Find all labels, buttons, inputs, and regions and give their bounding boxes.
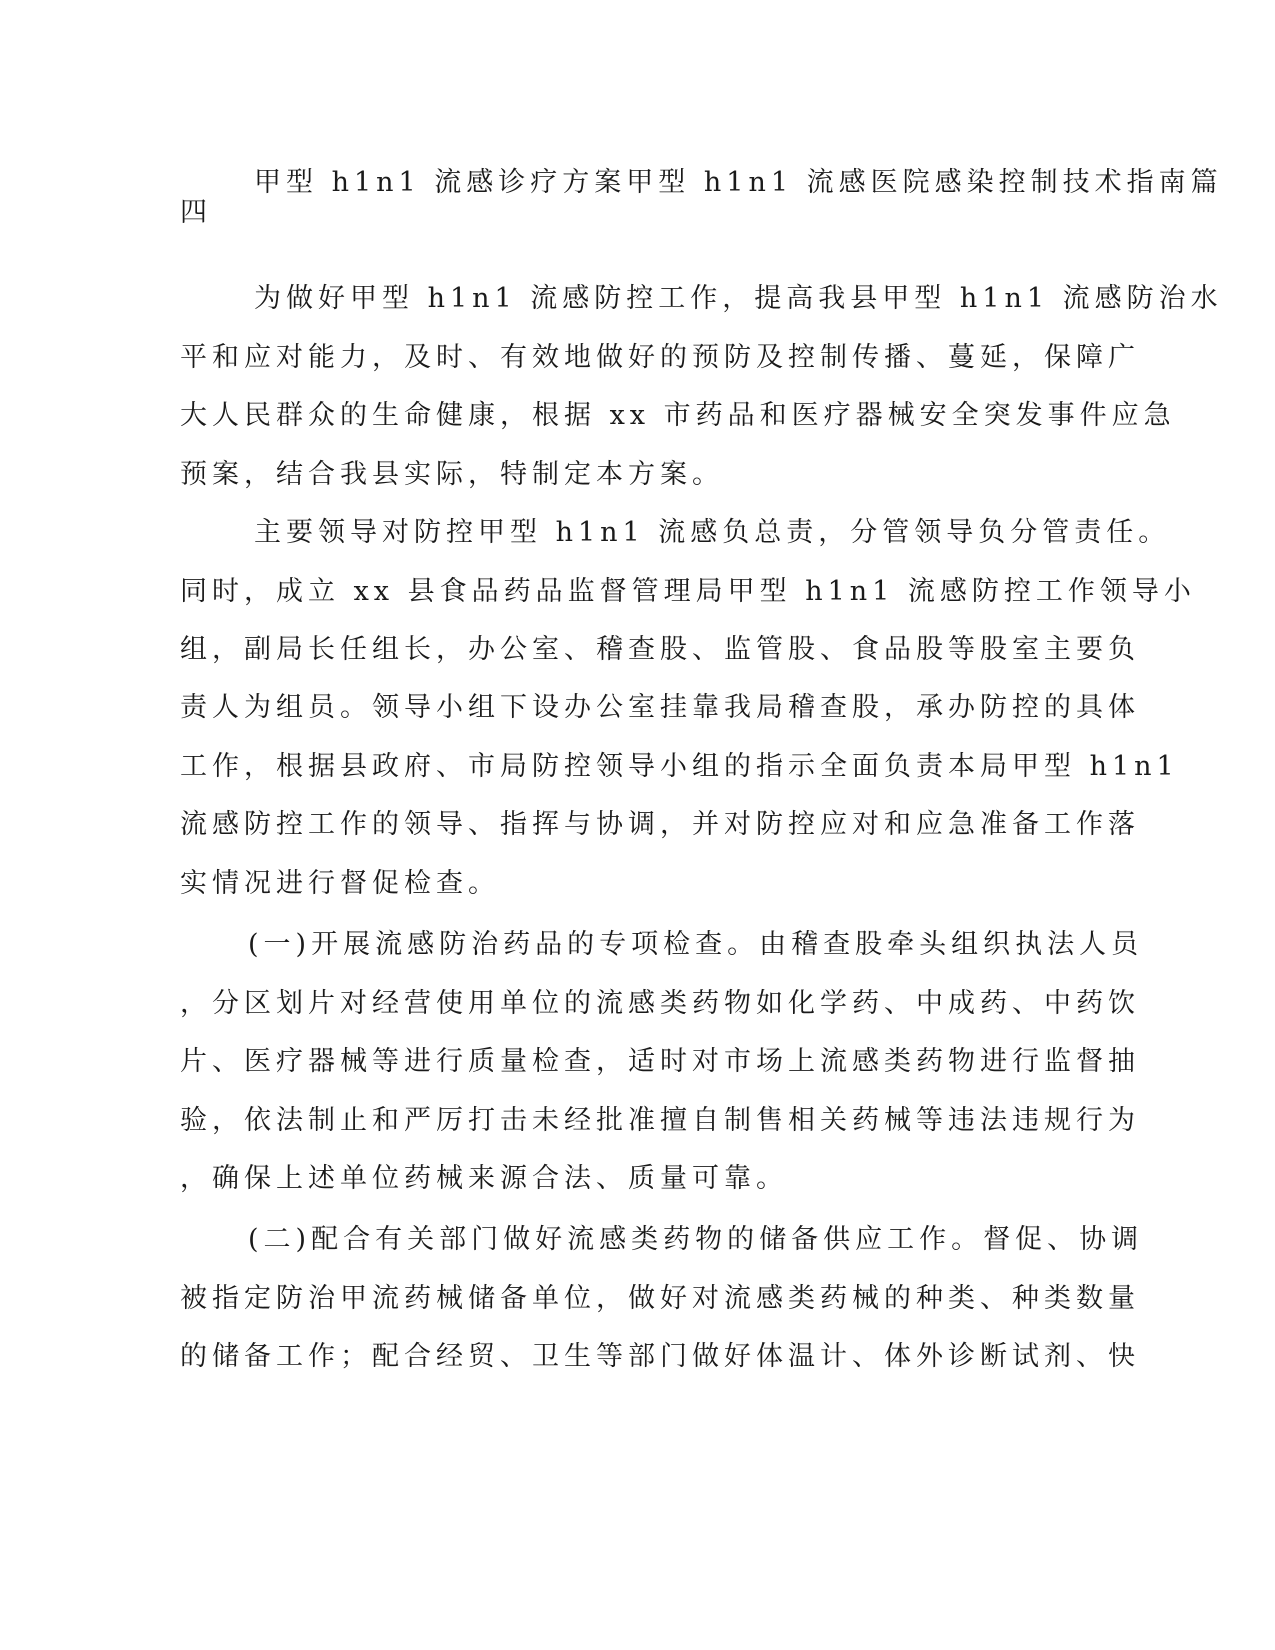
- paragraph-line: ，分区划片对经营使用单位的流感类药物如化学药、中成药、中药饮: [180, 988, 1140, 1019]
- title-line-2: 四: [180, 197, 212, 228]
- paragraph-line: 预案，结合我县实际，特制定本方案。: [180, 459, 724, 490]
- paragraph-line: 平和应对能力，及时、有效地做好的预防及控制传播、蔓延，保障广: [180, 342, 1140, 373]
- paragraph-line: 的储备工作；配合经贸、卫生等部门做好体温计、体外诊断试剂、快: [180, 1341, 1140, 1372]
- paragraph-line: 片、医疗器械等进行质量检查，适时对市场上流感类药物进行监督抽: [180, 1046, 1140, 1077]
- paragraph-line: 实情况进行督促检查。: [180, 868, 500, 899]
- paragraph-line: 主要领导对防控甲型 h1n1 流感负总责，分管领导负分管责任。: [254, 517, 1171, 548]
- paragraph-line: 大人民群众的生命健康，根据 xx 市药品和医疗器械安全突发事件应急: [180, 400, 1176, 431]
- paragraph-line: (二)配合有关部门做好流感类药物的储备供应工作。督促、协调: [248, 1224, 1144, 1255]
- paragraph-line: 流感防控工作的领导、指挥与协调，并对防控应对和应急准备工作落: [180, 809, 1140, 840]
- paragraph-line: 为做好甲型 h1n1 流感防控工作，提高我县甲型 h1n1 流感防治水: [254, 283, 1223, 314]
- paragraph-line: (一)开展流感防治药品的专项检查。由稽查股牵头组织执法人员: [248, 929, 1144, 960]
- paragraph-line: 验，依法制止和严厉打击未经批准擅自制售相关药械等违法违规行为: [180, 1105, 1140, 1136]
- paragraph-line: 责人为组员。领导小组下设办公室挂靠我局稽查股，承办防控的具体: [180, 692, 1140, 723]
- paragraph-line: 被指定防治甲流药械储备单位，做好对流感类药械的种类、种类数量: [180, 1283, 1140, 1314]
- paragraph-line: 同时，成立 xx 县食品药品监督管理局甲型 h1n1 流感防控工作领导小: [180, 576, 1196, 607]
- title-line-1: 甲型 h1n1 流感诊疗方案甲型 h1n1 流感医院感染控制技术指南篇: [254, 167, 1223, 198]
- paragraph-line: 组，副局长任组长，办公室、稽查股、监管股、食品股等股室主要负: [180, 634, 1140, 665]
- paragraph-line: ，确保上述单位药械来源合法、质量可靠。: [180, 1163, 788, 1194]
- paragraph-line: 工作，根据县政府、市局防控领导小组的指示全面负责本局甲型 h1n1: [180, 751, 1179, 782]
